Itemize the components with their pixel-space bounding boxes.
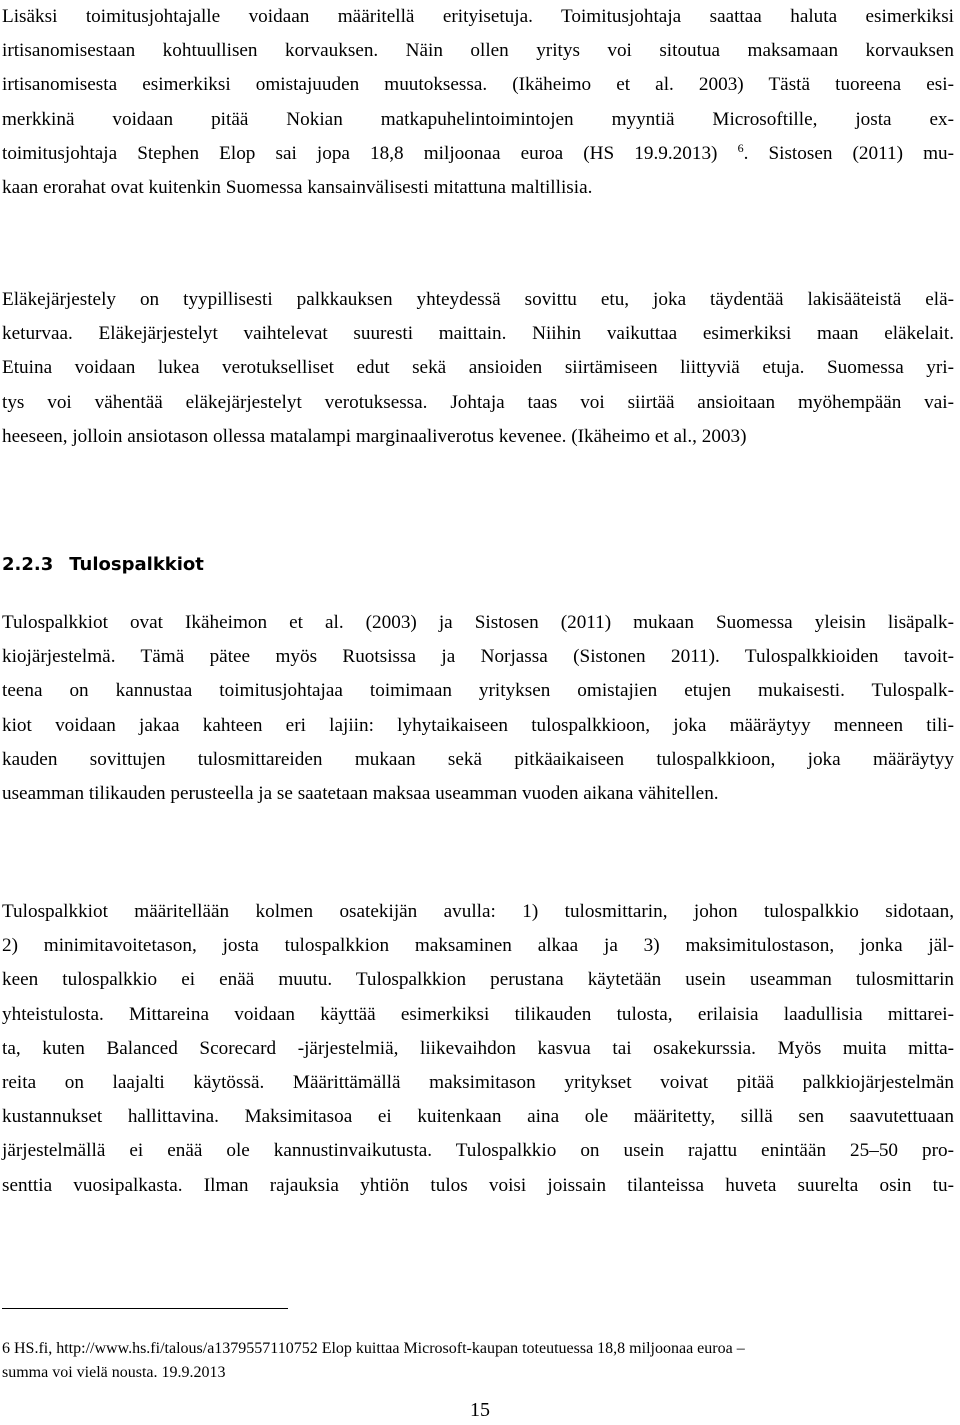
text-line: Tulospalkkiot ovat Ikäheimon et al. (2003) ja Sistosen (2011) mukaan Suomessa yleisin lisäpalk- xyxy=(2,612,954,633)
paragraph-bonus-components xyxy=(2,895,954,1203)
text-line: kiojärjestelmä. Tämä pätee myös Ruotsissa ja Norjassa (Sistonen 2011). Tulospalkkioiden tavoit- xyxy=(2,646,954,668)
text-line: kauden sovittujen tulosmittareiden mukaan sekä pitkäaikaiseen tulospalkkioon, joka määräytyy xyxy=(2,748,954,770)
text-line: ta, kuten Balanced Scorecard -järjestelmiä, liikevaihdon kasvua tai osakekurssia. Myös muita mitta- xyxy=(2,1037,954,1059)
footnote xyxy=(2,1337,932,1385)
text-line: keen tulospalkkio ei enää muutu. Tulospalkkion perustana käytetään usein useamman tulosmittarin xyxy=(2,969,954,991)
section-heading xyxy=(2,553,204,577)
footnote-line: 6 HS.fi, http://www.hs.fi/talous/a1379557110752 Elop kuittaa Microsoft-kaupan toteutuessa 18,8 miljoonaa euroa – xyxy=(2,1340,745,1357)
text-line: keturvaa. Eläkejärjestelyt vaihtelevat suuresti maittain. Niihin vaikuttaa esimerkiksi maan eläkelait. xyxy=(2,323,954,345)
text-line: 2) minimitavoitetason, josta tulospalkkion maksaminen alkaa ja 3) maksimitulostason, jonka jäl- xyxy=(2,935,954,957)
text-line: merkkinä voidaan pitää Nokian matkapuhelintoimintojen myyntiä Microsoftille, josta ex- xyxy=(2,108,954,130)
footnote-marker: 6 xyxy=(737,140,744,155)
paragraph-performance-bonuses xyxy=(2,606,954,811)
text-line-with-footnote xyxy=(2,137,954,171)
text-line: irtisanomisesta esimerkiksi omistajuuden muutoksessa. (Ikäheimo et al. 2003) Tästä tuoreena esi- xyxy=(2,74,954,96)
paragraph-special-benefits xyxy=(2,0,954,205)
text-line: Tulospalkkiot määritellään kolmen osatekijän avulla: 1) tulosmittarin, johon tulospalkkio sidotaan, xyxy=(2,901,954,922)
text-line: Lisäksi toimitusjohtajalle voidaan määritellä erityisetuja. Toimitusjohtaja saattaa haluta esimerkiksi xyxy=(2,6,954,27)
footnote-line: summa voi vielä nousta. 19.9.2013 xyxy=(2,1364,226,1381)
text-line: irtisanomisestaan kohtuullisen korvauksen. Näin ollen yritys voi sitoutua maksamaan korvauksen xyxy=(2,40,954,62)
section-number: 2.2.3 xyxy=(2,554,54,575)
text-line: heeseen, jolloin ansiotason ollessa matalampi marginaaliverotus kevenee. (Ikäheimo et al., 2003) xyxy=(2,425,747,447)
text-line: kaan erorahat ovat kuitenkin Suomessa kansainvälisesti mitattuna maltillisia. xyxy=(2,176,593,198)
text-line: senttia vuosipalkasta. Ilman rajauksia yhtiön tulos voisi joissain tilanteissa huveta suurelta osin tu- xyxy=(2,1174,954,1196)
footnote-separator xyxy=(2,1308,288,1309)
text-line: yhteistulosta. Mittareina voidaan käyttää esimerkiksi tilikauden tulosta, erilaisia laadullisia mittarei- xyxy=(2,1003,954,1025)
text-line: järjestelmällä ei enää ole kannustinvaikutusta. Tulospalkkio on usein rajattu enintään 25–50 pro- xyxy=(2,1140,954,1162)
text-line: kustannukset hallittavina. Maksimitasoa ei kuitenkaan aina ole määritetty, sillä sen saavutettuaan xyxy=(2,1106,954,1128)
text-line: reita on laajalti käytössä. Määrittämällä maksimitason yritykset voivat pitää palkkiojärjestelmän xyxy=(2,1071,954,1093)
text-segment: toimitusjohtaja Stephen Elop sai jopa 18,8 miljoonaa euroa (HS 19.9.2013) xyxy=(2,142,718,164)
text-line: teena on kannustaa toimitusjohtajaa toimimaan yrityksen omistajien etujen mukaisesti. Tulospalk- xyxy=(2,680,954,702)
page-number: 15 xyxy=(470,1399,490,1421)
text-line: useamman tilikauden perusteella ja se saatetaan maksaa useamman vuoden aikana vähitellen. xyxy=(2,782,719,804)
text-line: kiot voidaan jakaa kahteen eri lajiin: lyhytaikaiseen tulospalkkioon, joka määräytyy menneen tili- xyxy=(2,714,954,736)
text-segment: . Sistosen (2011) mu- xyxy=(743,142,954,164)
text-line: Etuina voidaan lukea verotukselliset edut sekä ansioiden siirtämiseen liittyviä etuja. Suomessa yri- xyxy=(2,357,954,379)
section-title: Tulospalkkiot xyxy=(69,554,204,575)
paragraph-pension-arrangements xyxy=(2,283,954,454)
text-line: Eläkejärjestely on tyypillisesti palkkauksen yhteydessä sovittu etu, joka täydentää lakisääteistä elä- xyxy=(2,289,954,310)
text-line: tys voi vähentää eläkejärjestelyt verotuksessa. Johtaja taas voi siirtää ansioitaan myöhempään vai- xyxy=(2,391,954,413)
